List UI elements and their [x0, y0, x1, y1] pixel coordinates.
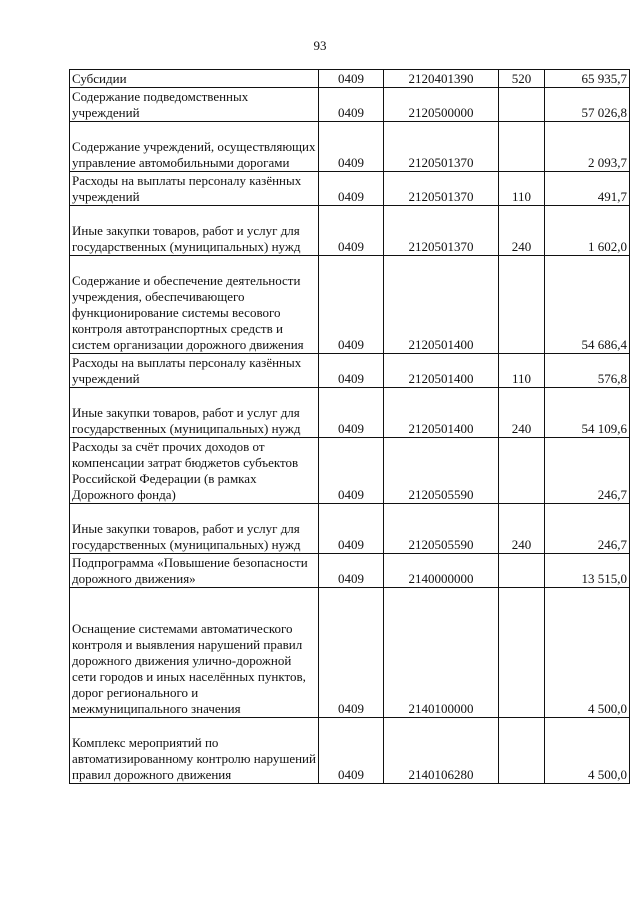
expense-name: Содержание подведомственных учреждений: [70, 88, 319, 122]
expense-name: Иные закупки товаров, работ и услуг для государственных (муниципальных) нужд: [70, 504, 319, 554]
target-code: 2140000000: [384, 554, 499, 588]
section-code: 0409: [319, 354, 384, 388]
table-row: [70, 256, 630, 354]
table-row: [70, 718, 630, 784]
expense-type-code: [499, 588, 545, 718]
amount: 576,8: [545, 354, 630, 388]
target-code: 2120500000: [384, 88, 499, 122]
table-row: [70, 504, 630, 554]
section-code: 0409: [319, 172, 384, 206]
expense-name: Подпрограмма «Повышение безопасности дорожного движения»: [70, 554, 319, 588]
table-row: [70, 70, 630, 88]
table-row: [70, 122, 630, 172]
expense-type-code: [499, 438, 545, 504]
amount: 491,7: [545, 172, 630, 206]
section-code: 0409: [319, 588, 384, 718]
section-code: 0409: [319, 88, 384, 122]
section-code: 0409: [319, 554, 384, 588]
target-code: 2120401390: [384, 70, 499, 88]
target-code: 2120505590: [384, 504, 499, 554]
section-code: 0409: [319, 504, 384, 554]
expense-type-code: [499, 122, 545, 172]
amount: 246,7: [545, 438, 630, 504]
expense-type-code: [499, 554, 545, 588]
expense-type-code: [499, 718, 545, 784]
expense-name: Содержание и обеспечение деятельности учреждения, обеспечивающего функционирование системы весового контроля автотранспортных средств и систем организации дорожного движения: [70, 256, 319, 354]
target-code: 2120501370: [384, 172, 499, 206]
expense-type-code: 520: [499, 70, 545, 88]
expense-type-code: [499, 256, 545, 354]
amount: 54 686,4: [545, 256, 630, 354]
expense-name: Субсидии: [70, 70, 319, 88]
page-number: 93: [313, 38, 327, 53]
expense-type-code: 110: [499, 354, 545, 388]
section-code: 0409: [319, 122, 384, 172]
expense-name: Расходы на выплаты персоналу казённых учреждений: [70, 172, 319, 206]
amount: 54 109,6: [545, 388, 630, 438]
amount: 65 935,7: [545, 70, 630, 88]
table-row: [70, 554, 630, 588]
target-code: 2120501400: [384, 256, 499, 354]
table-row: [70, 206, 630, 256]
section-code: 0409: [319, 718, 384, 784]
amount: 57 026,8: [545, 88, 630, 122]
budget-table: [69, 69, 630, 784]
section-code: 0409: [319, 388, 384, 438]
section-code: 0409: [319, 438, 384, 504]
target-code: 2120501370: [384, 206, 499, 256]
target-code: 2120501400: [384, 354, 499, 388]
expense-name: Иные закупки товаров, работ и услуг для государственных (муниципальных) нужд: [70, 206, 319, 256]
table-row: [70, 438, 630, 504]
amount: 13 515,0: [545, 554, 630, 588]
target-code: 2120505590: [384, 438, 499, 504]
expense-name: Содержание учреждений, осуществляющих управление автомобильными дорогами: [70, 122, 319, 172]
expense-type-code: [499, 88, 545, 122]
table-row: [70, 588, 630, 718]
expense-type-code: 110: [499, 172, 545, 206]
expense-name: Расходы за счёт прочих доходов от компенсации затрат бюджетов субъектов Российской Федерации (в рамках Дорожного фонда): [70, 438, 319, 504]
amount: 246,7: [545, 504, 630, 554]
section-code: 0409: [319, 256, 384, 354]
section-code: 0409: [319, 206, 384, 256]
target-code: 2120501400: [384, 388, 499, 438]
section-code: 0409: [319, 70, 384, 88]
expense-type-code: 240: [499, 388, 545, 438]
target-code: 2120501370: [384, 122, 499, 172]
table-row: [70, 388, 630, 438]
expense-type-code: 240: [499, 504, 545, 554]
expense-type-code: 240: [499, 206, 545, 256]
amount: 4 500,0: [545, 588, 630, 718]
expense-name: Комплекс мероприятий по автоматизированному контролю нарушений правил дорожного движения: [70, 718, 319, 784]
amount: 1 602,0: [545, 206, 630, 256]
table-row: [70, 354, 630, 388]
amount: 4 500,0: [545, 718, 630, 784]
amount: 2 093,7: [545, 122, 630, 172]
expense-name: Оснащение системами автоматического контроля и выявления нарушений правил дорожного движения улично-дорожной сети городов и иных населённых пунктов, дорог регионального и межмуниципального значения: [70, 588, 319, 718]
expense-name: Расходы на выплаты персоналу казённых учреждений: [70, 354, 319, 388]
table-row: [70, 172, 630, 206]
target-code: 2140106280: [384, 718, 499, 784]
expense-name: Иные закупки товаров, работ и услуг для государственных (муниципальных) нужд: [70, 388, 319, 438]
table-row: [70, 88, 630, 122]
target-code: 2140100000: [384, 588, 499, 718]
